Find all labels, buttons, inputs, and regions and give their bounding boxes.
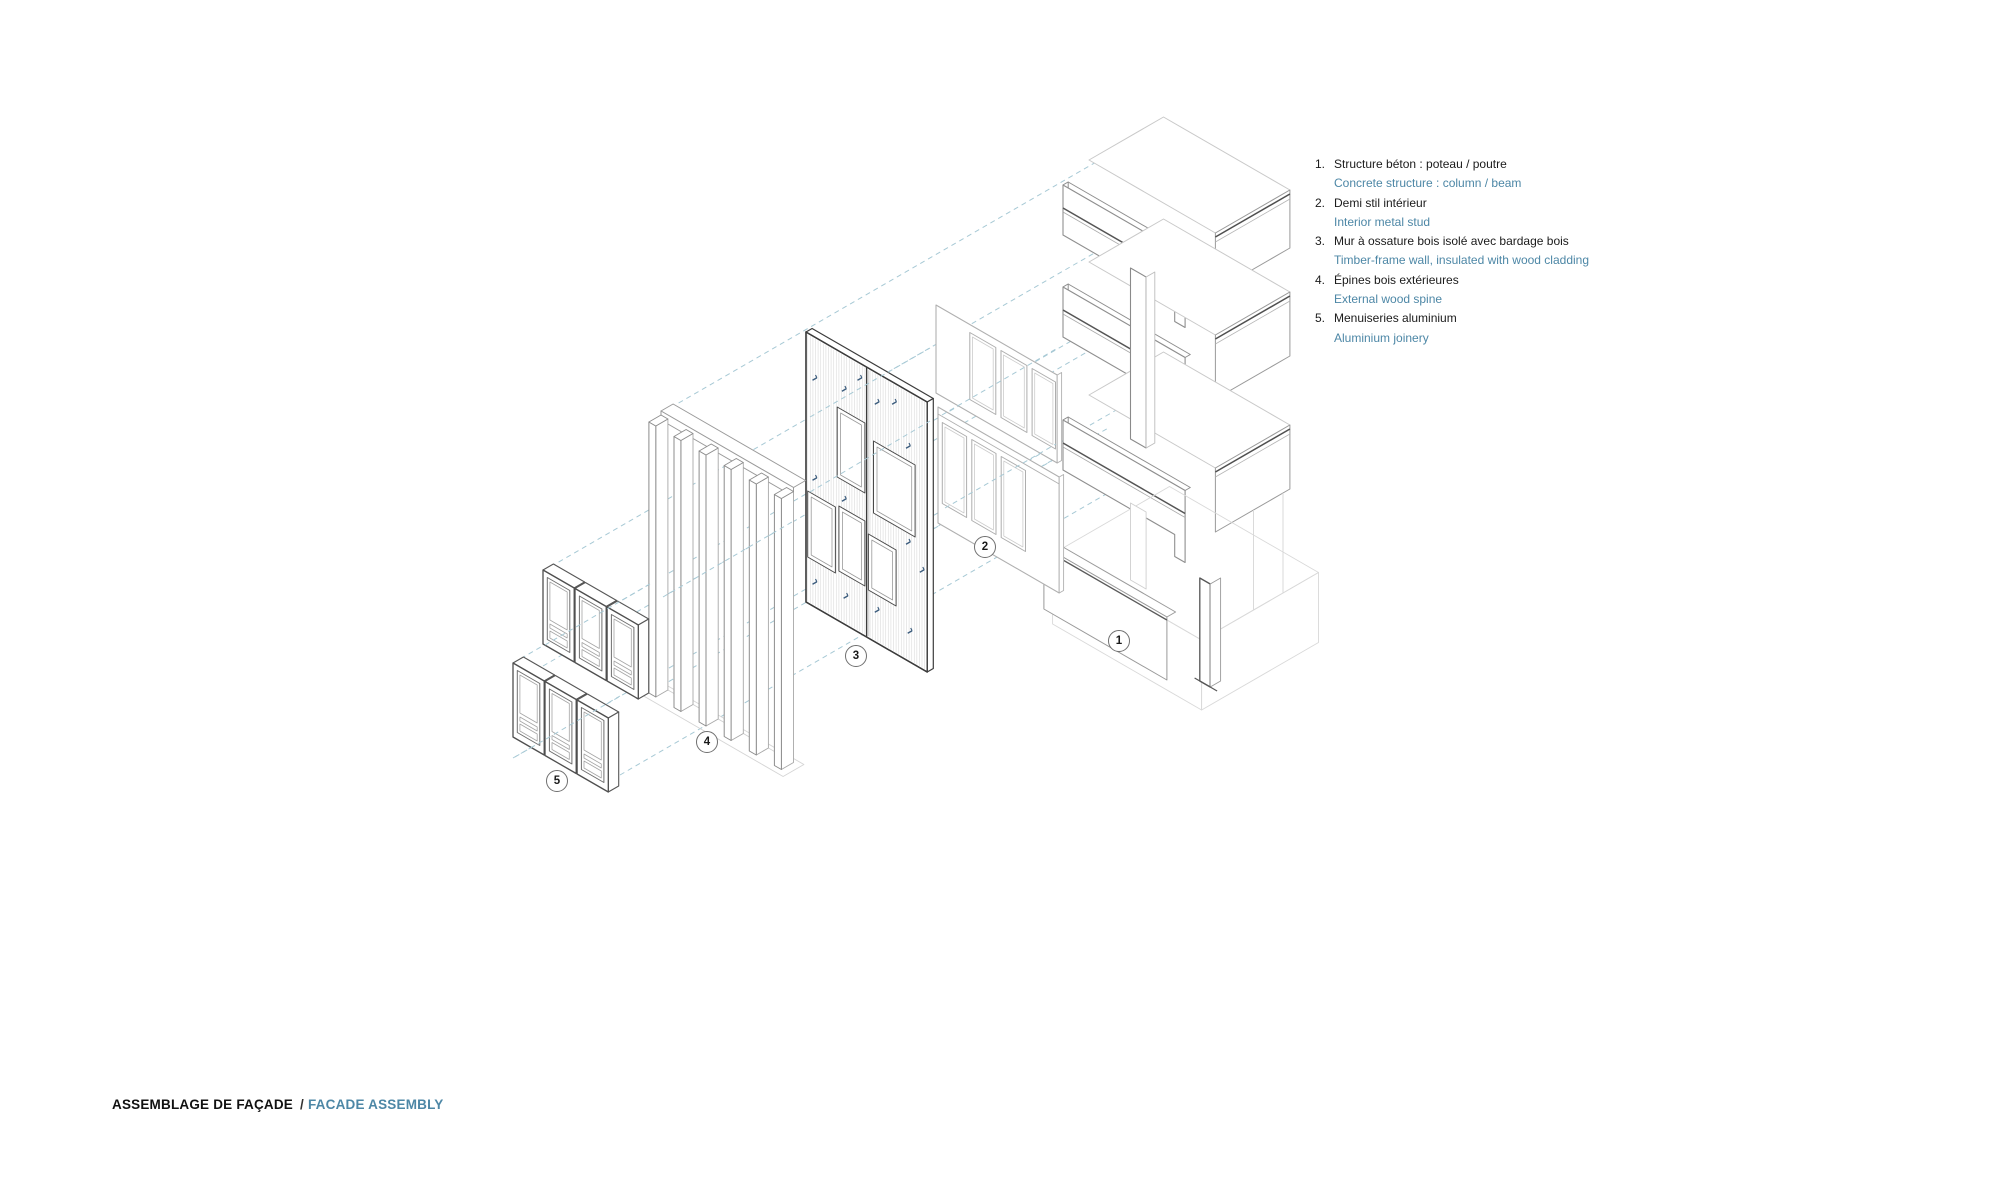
- wood-spines: [640, 404, 805, 777]
- legend-number: 5.: [1315, 311, 1326, 326]
- aluminium-joinery: [513, 564, 649, 792]
- legend-item-2: [1315, 194, 1755, 233]
- legend-label-en: Timber-frame wall, insulated with wood cladding: [1334, 253, 1589, 268]
- legend-item-4: [1315, 271, 1755, 310]
- callout-label: 5: [553, 775, 561, 787]
- legend-label-fr: Structure béton : poteau / poutre: [1334, 157, 1507, 171]
- legend-number: 1.: [1315, 157, 1326, 171]
- callout-label: 1: [1115, 635, 1123, 647]
- legend-label-fr: Menuiseries aluminium: [1334, 311, 1457, 326]
- legend: [1315, 155, 1755, 348]
- legend-item-3: [1315, 232, 1755, 271]
- callout-metal-stud: [974, 536, 996, 558]
- title-english: FACADE ASSEMBLY: [307, 1097, 444, 1112]
- legend-number: 2.: [1315, 195, 1326, 210]
- legend-number: 3.: [1315, 234, 1326, 249]
- legend-label-en: Interior metal stud: [1334, 214, 1431, 229]
- callout-timber-wall: [845, 645, 867, 667]
- callout-wood-spine: [696, 731, 718, 753]
- legend-label-fr: Demi stil intérieur: [1334, 195, 1427, 210]
- legend-label-en: Aluminium joinery: [1334, 330, 1429, 345]
- title-french: ASSEMBLAGE DE FAÇADE: [112, 1097, 294, 1112]
- concrete-structure: [1044, 117, 1319, 710]
- legend-label-en: External wood spine: [1334, 292, 1443, 307]
- legend-label-fr: Épines bois extérieures: [1334, 272, 1459, 287]
- legend-item-5: [1315, 309, 1755, 348]
- legend-item-1: [1315, 155, 1755, 194]
- legend-number: 4.: [1315, 272, 1326, 287]
- legend-label-fr: Mur à ossature bois isolé avec bardage bois: [1334, 234, 1569, 249]
- timber-frame-wall: [806, 329, 933, 673]
- legend-label-en: Concrete structure : column / beam: [1334, 176, 1522, 191]
- metal-stud-panels: [936, 305, 1064, 593]
- callout-aluminium-joinery: [546, 770, 568, 792]
- title-separator: /: [300, 1097, 304, 1112]
- sheet-title: [112, 1097, 444, 1112]
- callout-label: 2: [981, 541, 989, 553]
- callout-concrete-structure: [1108, 630, 1130, 652]
- callout-label: 4: [703, 736, 711, 748]
- callout-label: 3: [852, 650, 860, 662]
